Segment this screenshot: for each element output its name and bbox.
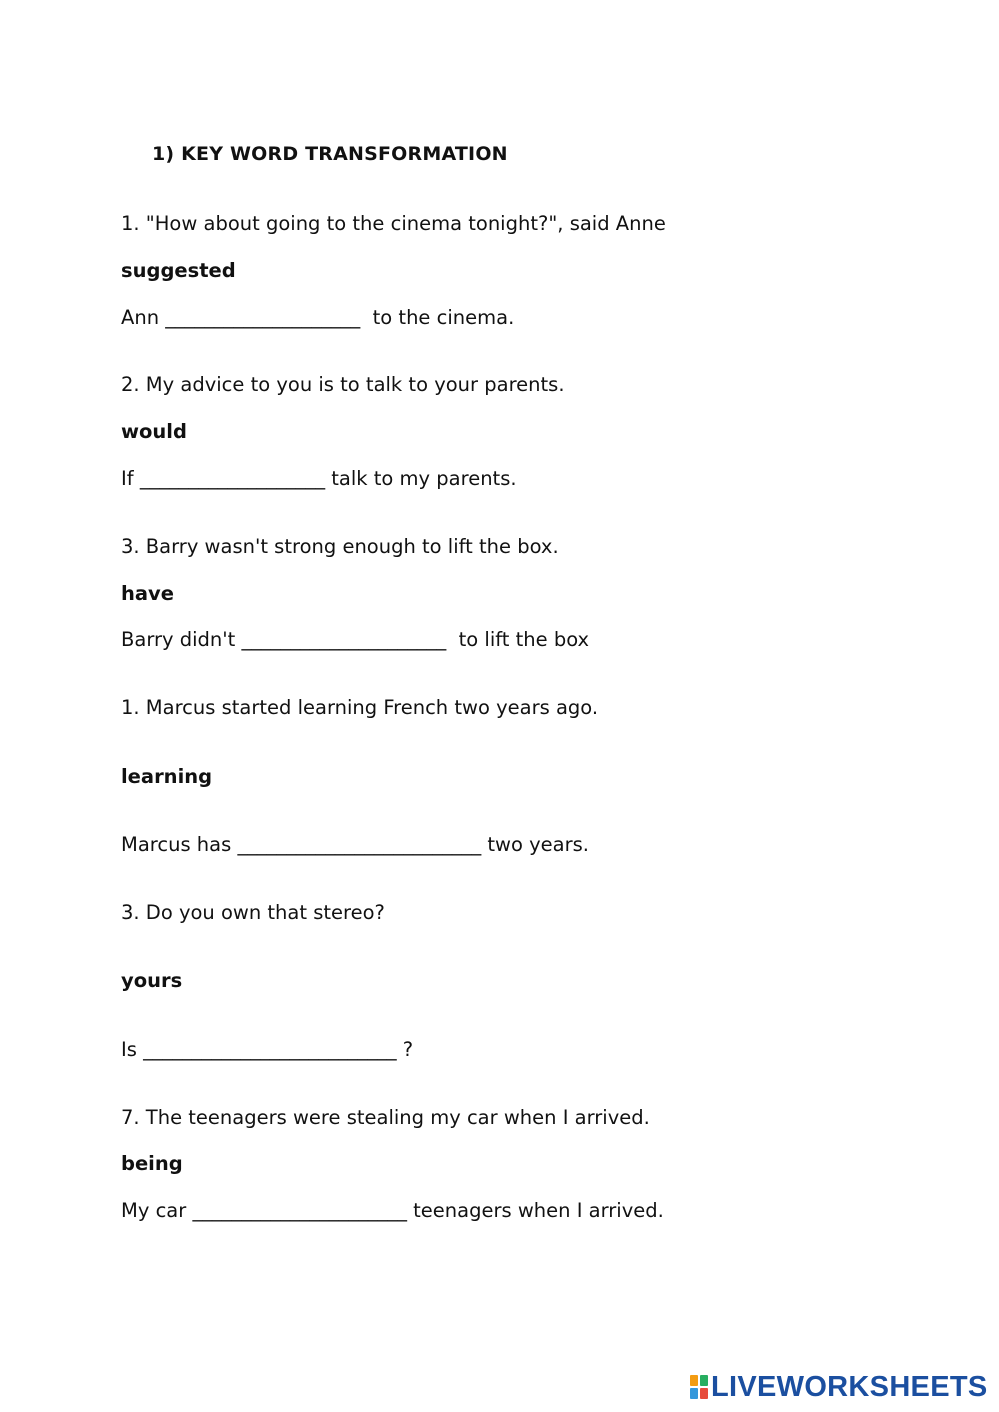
exercise-2-keyword: would xyxy=(121,420,187,443)
exercise-2-completion[interactable]: If ___________________ talk to my parents. xyxy=(121,467,517,490)
exercise-6-sentence: 7. The teenagers were stealing my car when I arrived. xyxy=(121,1106,650,1129)
liveworksheets-logo-icon xyxy=(690,1375,709,1399)
exercise-4-sentence: 1. Marcus started learning French two years ago. xyxy=(121,696,599,719)
section-heading: 1) KEY WORD TRANSFORMATION xyxy=(152,143,508,165)
exercise-3-keyword: have xyxy=(121,582,174,605)
exercise-2-sentence: 2. My advice to you is to talk to your parents. xyxy=(121,373,565,396)
exercise-6-completion[interactable]: My car ______________________ teenagers when I arrived. xyxy=(121,1199,664,1222)
exercise-3-sentence: 3. Barry wasn't strong enough to lift the box. xyxy=(121,535,559,558)
liveworksheets-brand-text: LIVEWORKSHEETS xyxy=(711,1370,988,1403)
exercise-5-completion[interactable]: Is __________________________ ? xyxy=(121,1038,414,1061)
exercise-1-sentence: 1. "How about going to the cinema tonight?", said Anne xyxy=(121,212,666,235)
exercise-5-sentence: 3. Do you own that stereo? xyxy=(121,901,385,924)
exercise-1-keyword: suggested xyxy=(121,259,236,282)
exercise-5-keyword: yours xyxy=(121,969,183,992)
exercise-3-completion[interactable]: Barry didn't _____________________ to lift the box xyxy=(121,628,590,651)
exercise-6-keyword: being xyxy=(121,1152,183,1175)
liveworksheets-logo xyxy=(690,1372,988,1402)
exercise-4-completion[interactable]: Marcus has _________________________ two years. xyxy=(121,833,589,856)
exercise-1-completion[interactable]: Ann ____________________ to the cinema. xyxy=(121,306,515,329)
exercise-4-keyword: learning xyxy=(121,765,213,788)
